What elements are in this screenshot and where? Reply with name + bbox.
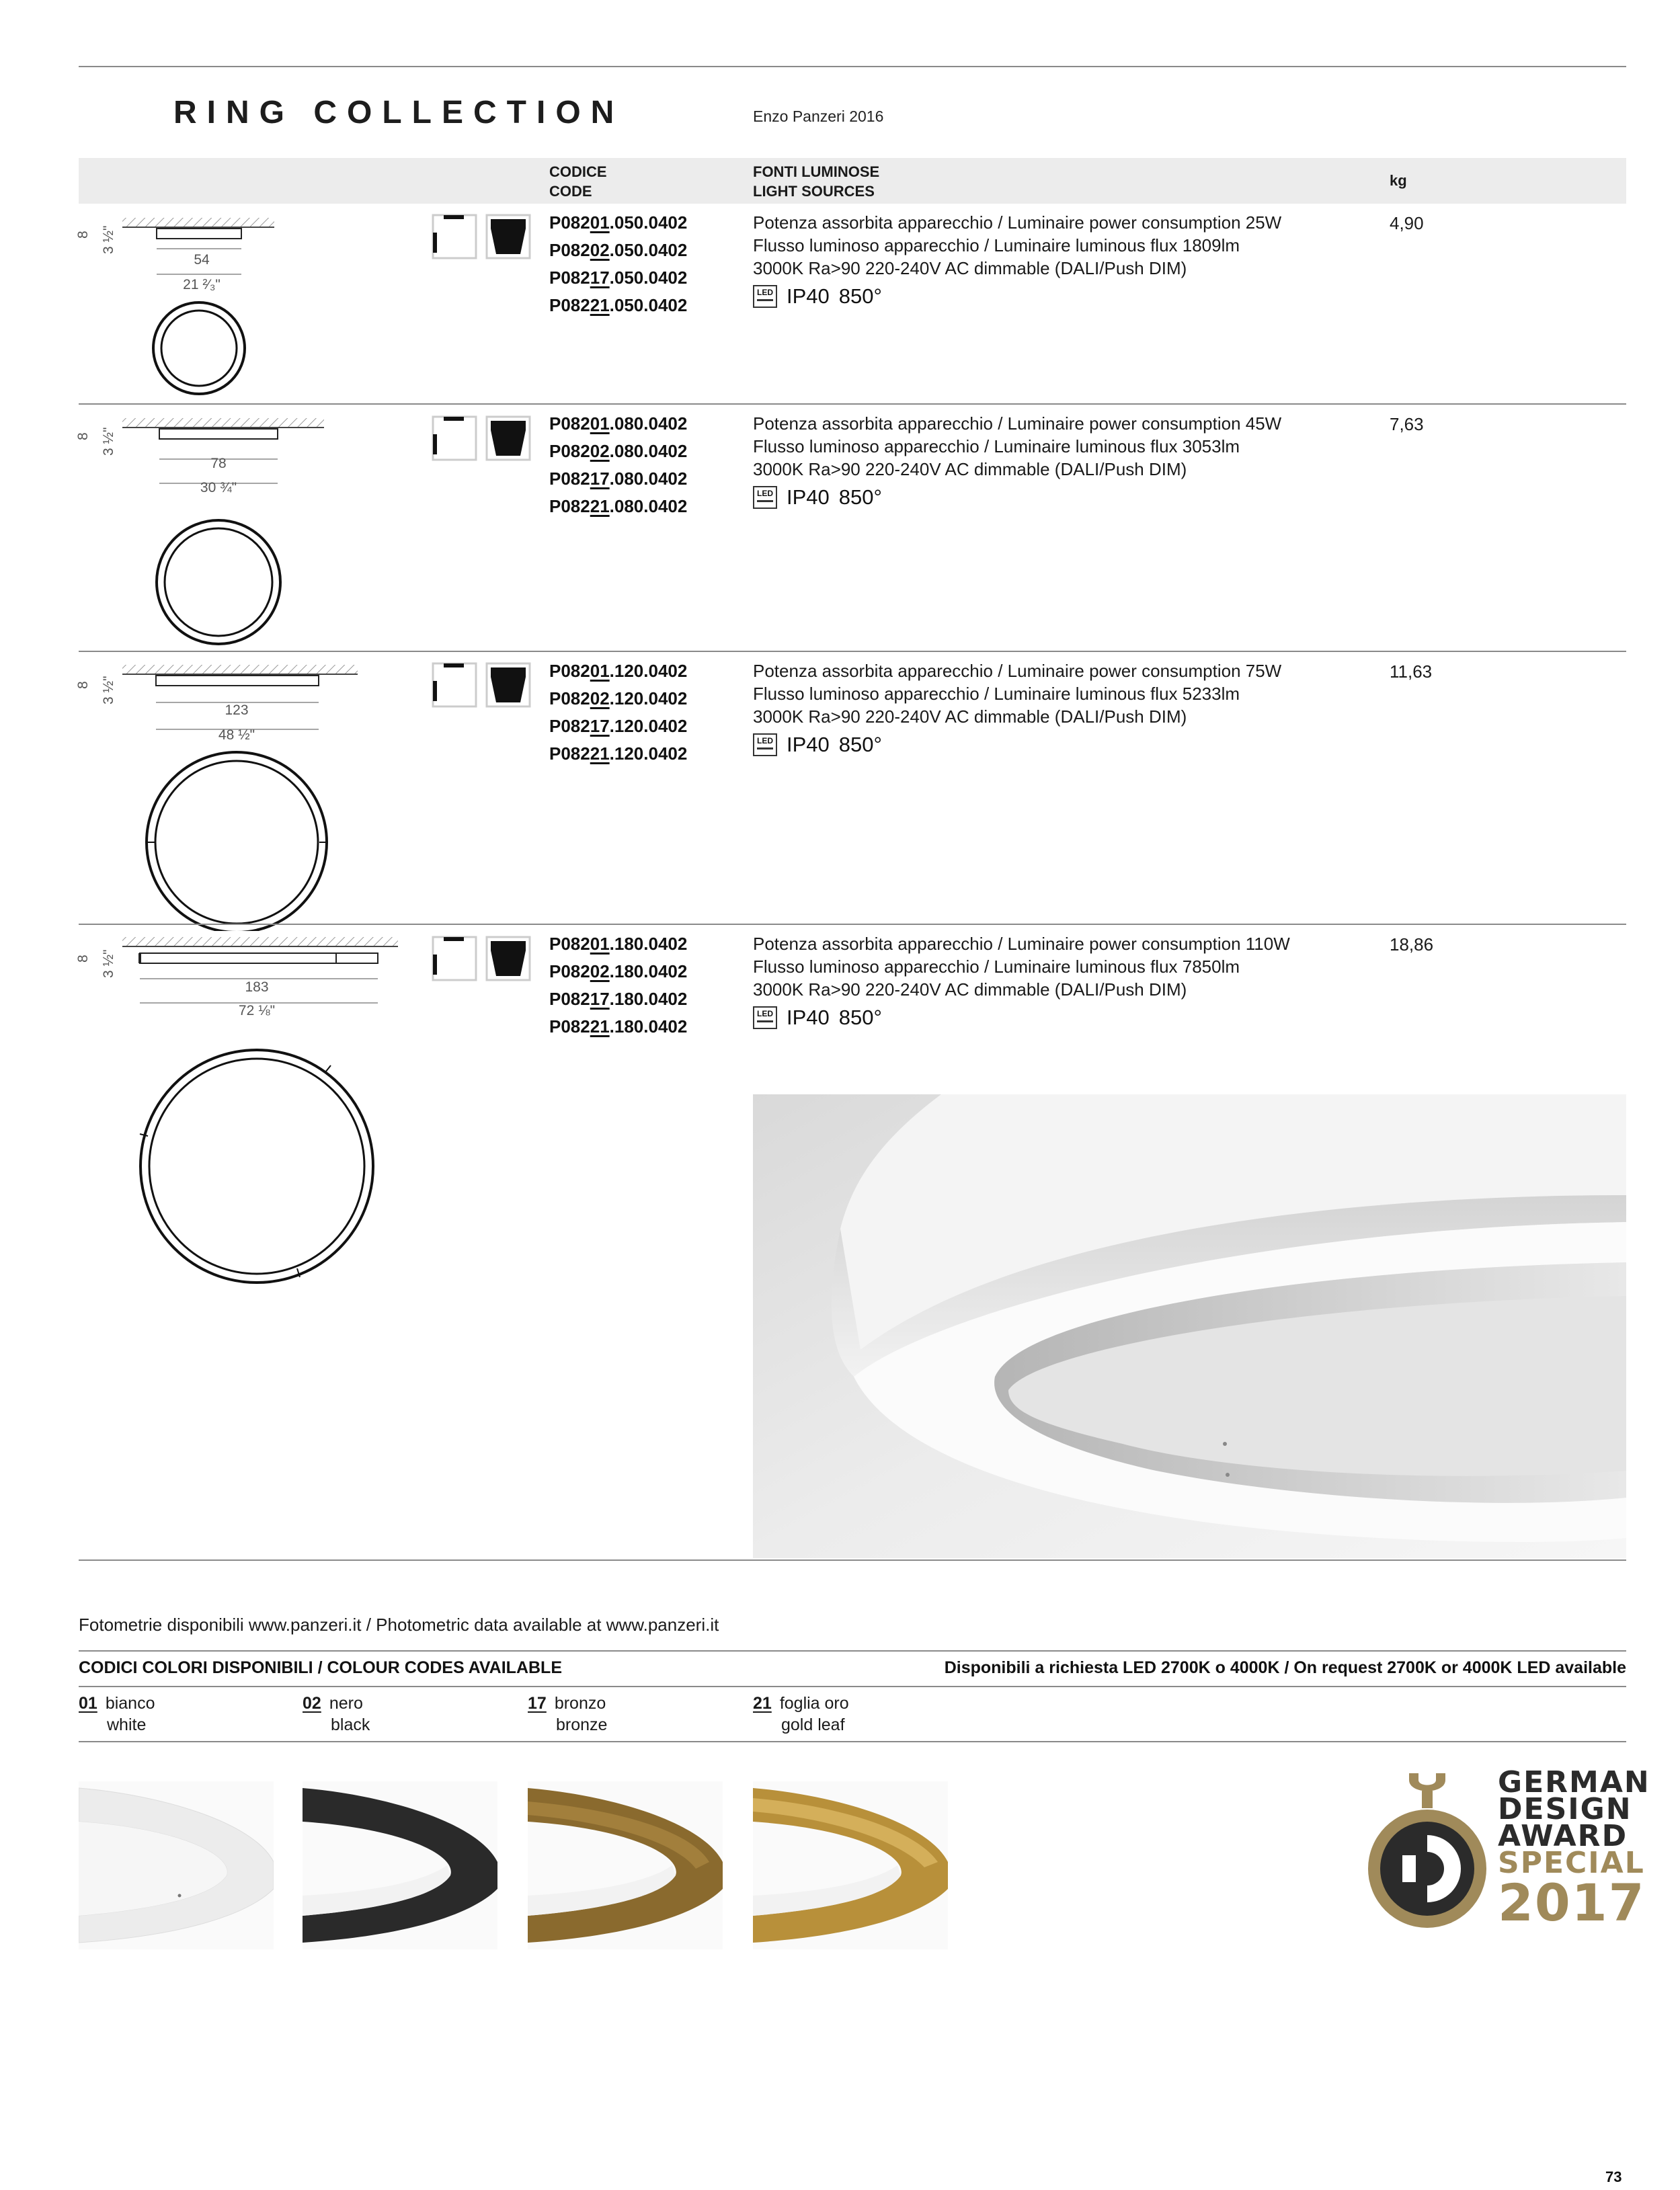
swatch-bronze — [528, 1781, 723, 1949]
ip-rating: IP40 — [787, 284, 830, 308]
beam-angle: 850° — [838, 284, 882, 308]
product-code: P08202.080.0402 — [549, 441, 688, 461]
weight-kg: 18,86 — [1390, 934, 1434, 955]
specs: Potenza assorbita apparecchio / Luminaire power consumption 75W Flusso luminoso apparecchio / Luminaire luminous flux 5233lm 3000K Ra>90 220-240V AC dimmable (DALI/Push DIM) LED IP40 850° — [753, 661, 1282, 756]
colour-code-item: 17 bronzo bronze — [528, 1694, 608, 1734]
product-code: P08201.080.0402 — [549, 413, 688, 434]
row-divider — [79, 403, 1626, 405]
table-bottom-rule — [79, 1559, 1626, 1561]
product-code: P08202.180.0402 — [549, 961, 688, 981]
row-divider — [79, 924, 1626, 925]
colour-number: 01 — [79, 1694, 97, 1713]
width-cm: 123 — [225, 702, 249, 718]
height-cm: 8 — [75, 231, 91, 239]
specs: Potenza assorbita apparecchio / Luminaire power consumption 110W Flusso luminoso apparecchio / Luminaire luminous flux 7850lm 3000K Ra>90 220-240V AC dimmable (DALI/Push DIM) LED IP40 850° — [753, 934, 1290, 1029]
page-title: RING COLLECTION — [173, 95, 625, 130]
row-divider — [79, 651, 1626, 652]
product-code: P08201.180.0402 — [549, 934, 688, 954]
ip-rating: IP40 — [787, 485, 830, 509]
footer-rule — [79, 1741, 1626, 1742]
product-code: P08202.050.0402 — [549, 240, 688, 260]
colour-code-item: 02 nero black — [303, 1694, 370, 1734]
specs: Potenza assorbita apparecchio / Luminaire power consumption 45W Flusso luminoso apparecchio / Luminaire luminous flux 3053lm 3000K Ra>90 220-240V AC dimmable (DALI/Push DIM) LED IP40 850° — [753, 413, 1282, 509]
product-code: P08201.120.0402 — [549, 661, 688, 681]
footer-rule — [79, 1686, 1626, 1687]
code-list — [549, 410, 687, 520]
page-number: 73 — [1605, 2168, 1622, 2185]
light-emission-icon — [485, 936, 531, 981]
colour-number: 17 — [528, 1694, 547, 1713]
product-code: P08217.050.0402 — [549, 268, 688, 288]
product-code: P08221.180.0402 — [549, 1016, 688, 1037]
product-code: P08217.180.0402 — [549, 989, 688, 1009]
photometric-note: Fotometrie disponibili www.panzeri.it / Photometric data available at www.panzeri.it — [79, 1615, 719, 1635]
on-request-note: Disponibili a richiesta LED 2700K o 4000K / On request 2700K or 4000K LED available — [944, 1658, 1626, 1677]
product-code: P08201.050.0402 — [549, 212, 688, 233]
led-icon: LED — [753, 1006, 777, 1029]
led-icon: LED — [753, 285, 777, 308]
award-text: GERMAN DESIGN AWARD SPECIAL 2017 — [1498, 1765, 1650, 1933]
product-code: P08221.050.0402 — [549, 295, 688, 315]
height-in: 3 ½" — [101, 949, 116, 978]
weight-kg: 7,63 — [1390, 414, 1424, 434]
light-emission-icon — [485, 415, 531, 461]
surface-mount-icon — [432, 214, 477, 259]
product-code: P08217.080.0402 — [549, 469, 688, 489]
technical-drawing — [81, 215, 296, 417]
header-code: CODICE CODE — [549, 163, 607, 200]
height-in: 3 ½" — [101, 676, 116, 704]
height-in: 3 ½" — [101, 427, 116, 456]
product-code: P08202.120.0402 — [549, 688, 688, 708]
led-icon: LED — [753, 733, 777, 756]
header-kg: kg — [1390, 172, 1407, 189]
width-in: 48 ½" — [218, 727, 255, 743]
weight-kg: 11,63 — [1390, 661, 1433, 682]
width-in: 30 ¾" — [200, 480, 237, 495]
swatch-gold-leaf — [753, 1781, 948, 1949]
height-in: 3 ½" — [101, 225, 116, 254]
top-rule — [79, 66, 1626, 67]
product-code: P08221.120.0402 — [549, 743, 688, 764]
surface-mount-icon — [432, 936, 477, 981]
height-cm: 8 — [75, 681, 91, 689]
light-emission-icon — [485, 214, 531, 259]
colour-codes-title: CODICI COLORI DISPONIBILI / COLOUR CODES AVAILABLE — [79, 1658, 562, 1677]
light-emission-icon — [485, 662, 531, 708]
colour-number: 21 — [753, 1694, 772, 1713]
width-cm: 78 — [210, 456, 227, 471]
ip-rating: IP40 — [787, 733, 830, 756]
product-code: P08217.120.0402 — [549, 716, 688, 736]
colour-number: 02 — [303, 1694, 321, 1713]
beam-angle: 850° — [838, 733, 882, 756]
award-medal-icon — [1363, 1768, 1491, 1943]
designer-credit: Enzo Panzeri 2016 — [753, 108, 884, 125]
product-code: P08221.080.0402 — [549, 496, 688, 516]
width-cm: 54 — [194, 252, 210, 268]
ip-rating: IP40 — [787, 1006, 830, 1029]
beam-angle: 850° — [838, 485, 882, 509]
code-list — [549, 657, 687, 768]
width-in: 72 ⅛" — [238, 1003, 276, 1018]
header-light-sources: FONTI LUMINOSE LIGHT SOURCES — [753, 163, 880, 200]
width-in: 21 ²⁄₃" — [183, 277, 221, 292]
colour-code-item: 21 foglia oro gold leaf — [753, 1694, 849, 1734]
product-photo — [753, 1094, 1626, 1558]
swatch-white — [79, 1781, 274, 1949]
height-cm: 8 — [75, 955, 91, 963]
code-list — [549, 209, 687, 319]
footer-rule — [79, 1650, 1626, 1652]
led-icon: LED — [753, 486, 777, 509]
technical-drawing — [81, 415, 336, 651]
colour-code-item: 01 bianco white — [79, 1694, 155, 1734]
beam-angle: 850° — [838, 1006, 882, 1029]
swatch-black — [303, 1781, 497, 1949]
surface-mount-icon — [432, 662, 477, 708]
height-cm: 8 — [75, 432, 91, 440]
weight-kg: 4,90 — [1390, 213, 1424, 233]
specs: Potenza assorbita apparecchio / Luminaire power consumption 25W Flusso luminoso apparecchio / Luminaire luminous flux 1809lm 3000K Ra>90 220-240V AC dimmable (DALI/Push DIM) LED IP40 850° — [753, 212, 1282, 308]
width-cm: 183 — [245, 979, 269, 995]
code-list — [549, 930, 687, 1041]
surface-mount-icon — [432, 415, 477, 461]
